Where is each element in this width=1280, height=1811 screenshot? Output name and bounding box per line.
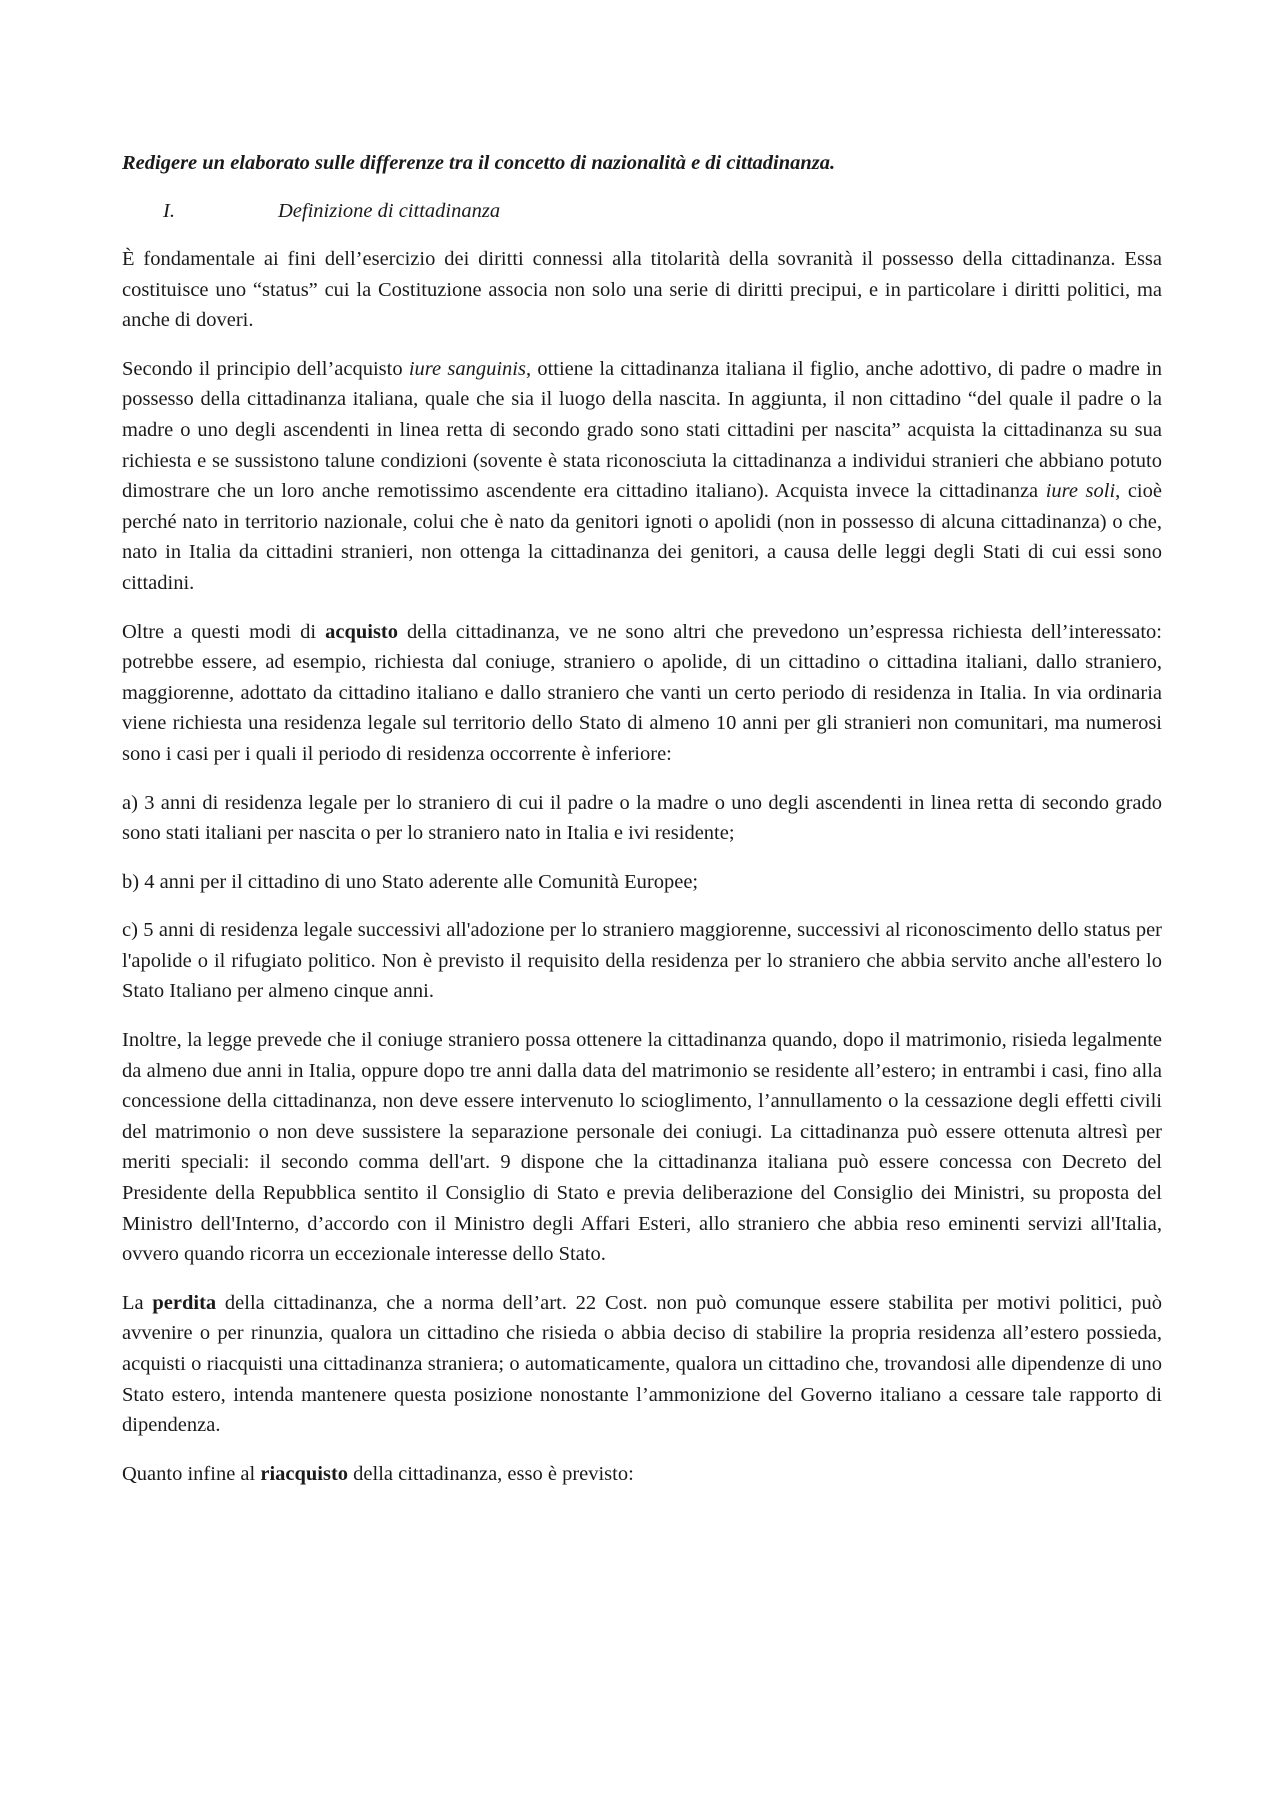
text-run: della cittadinanza, esso è previsto: bbox=[348, 1462, 634, 1485]
paragraph-coniuge: Inoltre, la legge prevede che il coniuge straniero possa ottenere la cittadinanza quando, dopo il matrimonio, risieda legalmente da almeno due anni in Italia, oppure dopo tre anni dalla data del matrimonio se residente all’estero; in entrambi i casi, fino alla concessione della cittadinanza, non deve essere intervenuto lo scioglimento, l’annullamento o la cessazione degli effetti civili del matrimonio o non deve sussistere la separazione personale dei coniugi. La cittadinanza può essere ottenuta altresì per meriti speciali: il secondo comma dell'art. 9 dispone che la cittadinanza italiana può essere concessa con Decreto del Presidente della Repubblica sentito il Consiglio di Stato e previa deliberazione del Consiglio dei Ministri, su proposta del Ministro dell'Interno, d’accordo con il Ministro degli Affari Esteri, allo straniero che abbia reso eminenti servizi all'Italia, ovvero quando ricorra un eccezionale interesse dello Stato. bbox=[122, 1029, 1162, 1266]
text-run: La bbox=[122, 1291, 153, 1314]
text-run: della cittadinanza, ve ne sono altri che prevedono un’espressa richiesta dell’interessato: potrebbe essere, ad esempio, richiesta dal coniuge, straniero o apolide, di un cittadino o cittadina italiani, dallo straniero, maggiorenne, adottato da cittadino italiano e dallo straniero che vanti un certo periodo di residenza in Italia. In via ordinaria viene richiesta una residenza legale sul territorio dello Stato di almeno 10 anni per gli stranieri non comunitari, ma numerosi sono i casi per i quali il periodo di residenza occorrente è inferiore: bbox=[122, 620, 1162, 765]
paragraph-iure-sanguinis bbox=[122, 354, 1162, 599]
paragraph-intro: È fondamentale ai fini dell’esercizio dei diritti connessi alla titolarità della sovranità il possesso della cittadinanza. Essa costituisce uno “status” cui la Costituzione associa non solo una serie di diritti precipui, e in particolare i diritti politici, ma anche di doveri. bbox=[122, 248, 1162, 332]
latin-term-iure-sanguinis: iure sanguinis bbox=[408, 357, 526, 380]
keyword-riacquisto: riacquisto bbox=[260, 1462, 349, 1485]
text-run: Quanto infine al bbox=[122, 1462, 261, 1485]
list-item-c: c) 5 anni di residenza legale successivi all'adozione per lo straniero maggiorenne, successivi al riconoscimento dello status per l'apolide o il rifugiato politico. Non è previsto il requisito della residenza per lo straniero che abbia servito anche all'estero lo Stato Italiano per almeno cinque anni. bbox=[122, 919, 1162, 1003]
text-run: , ottiene la cittadinanza italiana il figlio, anche adottivo, di padre o madre in possesso della cittadinanza italiana, quale che sia il luogo della nascita. In aggiunta, il non cittadino “del quale il padre o la madre o uno degli ascendenti in linea retta di secondo grado sono stati cittadini per nascita” acquista la cittadinanza su sua richiesta e se sussistono talune condizioni (sovente è stata riconosciuta la cittadinanza a individui stranieri che abbiano potuto dimostrare che un loro anche remotissimo ascendente era cittadino italiano). Acquista invece la cittadinanza bbox=[122, 357, 1163, 503]
latin-term-iure-soli: iure soli bbox=[1045, 480, 1116, 503]
list-item-b: b) 4 anni per il cittadino di uno Stato aderente alle Comunità Europee; bbox=[122, 870, 699, 893]
section-heading bbox=[122, 196, 1162, 226]
paragraph-perdita bbox=[122, 1288, 1162, 1441]
text-run: Secondo il principio dell’acquisto bbox=[122, 357, 409, 380]
section-heading-text: Definizione di cittadinanza bbox=[278, 200, 501, 222]
keyword-acquisto: acquisto bbox=[325, 620, 398, 643]
paragraph-riacquisto bbox=[122, 1459, 1162, 1490]
document-page bbox=[122, 148, 1162, 1507]
text-run: della cittadinanza, che a norma dell’art. 22 Cost. non può comunque essere stabilita per motivi politici, può avvenire o per rinunzia, qualora un cittadino che risieda o abbia deciso di stabilire la propria residenza all’estero possieda, acquisti o riacquisti una cittadinanza straniera; o automaticamente, qualora un cittadino che, trovandosi alle dipendenze di uno Stato estero, intenda mantenere questa posizione nonostante l’ammonizione del Governo italiano a cessare tale rapporto di dipendenza. bbox=[122, 1291, 1163, 1437]
keyword-perdita: perdita bbox=[152, 1291, 217, 1314]
document-title: Redigere un elaborato sulle differenze tra il concetto di nazionalità e di cittadinanza. bbox=[122, 152, 836, 174]
paragraph-acquisto bbox=[122, 617, 1162, 770]
list-item-a: a) 3 anni di residenza legale per lo straniero di cui il padre o la madre o uno degli ascendenti in linea retta di secondo grado sono stati italiani per nascita o per lo straniero nato in Italia e ivi residente; bbox=[122, 791, 1162, 845]
text-run: Oltre a questi modi di bbox=[122, 620, 326, 643]
section-number: I. bbox=[163, 200, 175, 222]
text-run: , cioè perché nato in territorio nazionale, colui che è nato da genitori ignoti o apolidi (non in possesso di alcuna cittadinanza) o che, nato in Italia da cittadini stranieri, non ottenga la cittadinanza dei genitori, a causa delle leggi degli Stati di cui essi sono cittadini. bbox=[122, 480, 1162, 594]
